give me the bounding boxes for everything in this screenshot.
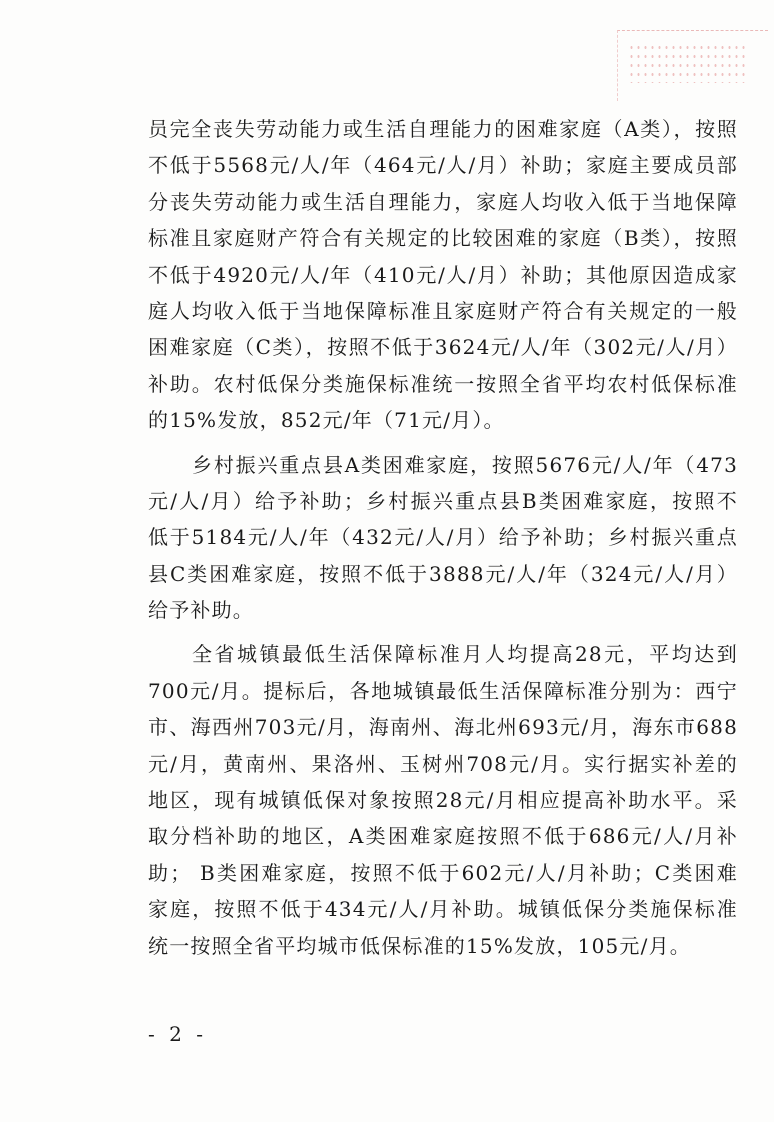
text-line: 的15%发放，852元/年（71元/月）。 xyxy=(148,408,505,433)
text-line: 标准且家庭财产符合有关规定的比较困难的家庭（B类），按照 xyxy=(148,226,738,251)
paragraph-2-rest xyxy=(148,483,738,629)
text-line: 家庭，按照不低于434元/人/月补助。城镇低保分类施保标准 xyxy=(148,897,738,922)
text-line: 低于5184元/人/年（432元/人/月）给予补助；乡村振兴重点 xyxy=(148,525,738,550)
text-line: 庭人均收入低于当地保障标准且家庭财产符合有关规定的一般 xyxy=(148,298,738,323)
text-line: 元/人/月）给予补助；乡村振兴重点县B类困难家庭，按照不 xyxy=(148,488,738,513)
paragraph-2 xyxy=(192,447,738,483)
body-text xyxy=(148,111,738,964)
seal-stamp-fragment xyxy=(617,30,768,101)
text-line: 补助。农村低保分类施保标准统一按照全省平均农村低保标准 xyxy=(148,371,738,396)
paragraph-1 xyxy=(148,111,738,439)
text-line: 统一按照全省平均城市低保标准的15%发放，105元/月。 xyxy=(148,933,691,958)
text-line: 元/月，黄南州、果洛州、玉树州708元/月。实行据实补差的 xyxy=(148,751,738,776)
text-line: 地区，现有城镇低保对象按照28元/月相应提高补助水平。采 xyxy=(148,788,738,813)
paragraph-3-rest xyxy=(148,673,738,964)
text-line: 助； B类困难家庭，按照不低于602元/人/月补助；C类困难 xyxy=(148,860,738,885)
text-line: 乡村振兴重点县A类困难家庭，按照5676元/人/年（473 xyxy=(192,452,738,477)
page-number: - 2 - xyxy=(148,1022,207,1046)
text-line: 不低于4920元/人/年（410元/人/月）补助；其他原因造成家 xyxy=(148,262,738,287)
text-line: 全省城镇最低生活保障标准月人均提高28元，平均达到 xyxy=(192,642,738,667)
text-line: 取分档补助的地区，A类困难家庭按照不低于686元/人/月补 xyxy=(148,824,738,849)
text-line: 给予补助。 xyxy=(148,598,254,623)
text-line: 不低于5568元/人/年（464元/人/月）补助；家庭主要成员部 xyxy=(148,153,738,178)
text-line: 县C类困难家庭，按照不低于3888元/人/年（324元/人/月） xyxy=(148,561,738,586)
text-line: 困难家庭（C类），按照不低于3624元/人/年（302元/人/月） xyxy=(148,335,738,360)
paragraph-3 xyxy=(192,636,738,672)
text-line: 分丧失劳动能力或生活自理能力，家庭人均收入低于当地保障 xyxy=(148,189,738,214)
text-line: 员完全丧失劳动能力或生活自理能力的困难家庭（A类），按照 xyxy=(148,117,738,141)
text-line: 市、海西州703元/月，海南州、海北州693元/月，海东市688 xyxy=(148,715,738,740)
text-line: 700元/月。提标后，各地城镇最低生活保障标准分别为：西宁 xyxy=(148,678,738,703)
